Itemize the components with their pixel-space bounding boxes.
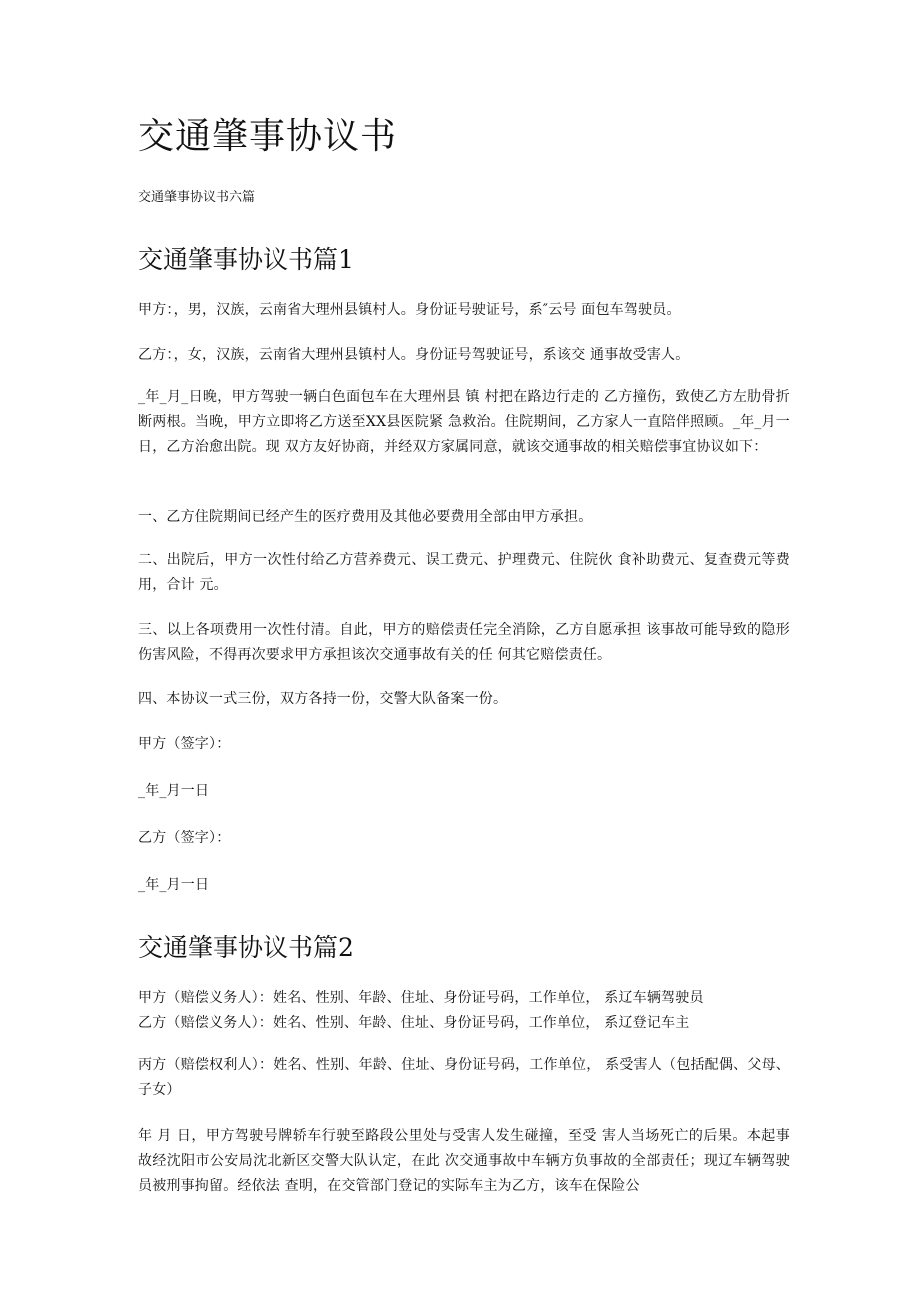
section-1-facts: _年_月_日晚，甲方驾驶一辆白色面包车在大理州县 镇 村把在路边行走的 乙方撞伤，致使乙方左肋骨折断两根。当晚，甲方立即将乙方送至XX县医院紧 急救治。住院期间，乙方家人一直陪伴照顾。_年_月一日，乙方治愈出院。现 双方友好协商，并经双方家属同意，就该交通事故的相关赔偿事宜协议如下： <box>138 389 790 455</box>
section-1-item-4: 四、本协议一式三份，双方各持一份，交警大队备案一份。 <box>138 691 508 707</box>
section-1-item-2: 二、出院后，甲方一次性付给乙方营养费元、误工费元、护理费元、住院伙 食补助费元、复查费元等费用，合计 元。 <box>138 552 790 593</box>
signature-party-a: 甲方（签字）： <box>138 736 231 752</box>
section-1-item-1: 一、乙方住院期间已经产生的医疗费用及其他必要费用全部由甲方承担。 <box>138 509 593 525</box>
signature-party-b: 乙方（签字）： <box>138 830 231 846</box>
section-2-party-a: 甲方（赔偿义务人）：姓名、性别、年龄、住址、身份证号码，工作单位， 系辽车辆驾驶员 <box>138 990 704 1006</box>
section-1-party-b: 乙方：，女，汉族，云南省大理州县镇村人。身份证号驾驶证号，系该交 通事故受害人。 <box>138 347 690 363</box>
section-1-heading: 交通肇事协议书篇1 <box>138 245 354 274</box>
section-2-party-c: 丙方（赔偿权利人）：姓名、性别、年龄、住址、身份证号码，工作单位， 系受害人（包括配偶、父母、子女） <box>138 1057 790 1098</box>
section-2-facts: 年 月 日，甲方驾驶号牌轿车行驶至路段公里处与受害人发生碰撞，至受 害人当场死亡的后果。本起事故经沈阳市公安局沈北新区交警大队认定，在此 次交通事故中车辆方负事故的全部责任；现辽车辆驾驶员被刑事拘留。经依法 查明，在交管部门登记的实际车主为乙方，该车在保险公 <box>138 1128 790 1194</box>
section-2-heading: 交通肇事协议书篇2 <box>138 933 354 962</box>
document-title: 交通肇事协议书 <box>138 116 398 157</box>
section-2-party-b: 乙方（赔偿义务人）：姓名、性别、年龄、住址、身份证号码，工作单位， 系辽登记车主 <box>138 1015 690 1031</box>
date-party-a: _年_月一日 <box>138 783 210 799</box>
section-1-item-3: 三、以上各项费用一次性付清。自此，甲方的赔偿责任完全消除，乙方自愿承担 该事故可能导致的隐形伤害风险，不得再次要求甲方承担该次交通事故有关的任 何其它赔偿责任。 <box>138 622 790 663</box>
date-party-b: _年_月一日 <box>138 877 210 893</box>
section-1-party-a: 甲方：，男，汉族，云南省大理州县镇村人。身份证号驶证号，系″云号 面包车驾驶员。 <box>138 302 681 318</box>
document-subtitle: 交通肇事协议书六篇 <box>138 190 256 205</box>
